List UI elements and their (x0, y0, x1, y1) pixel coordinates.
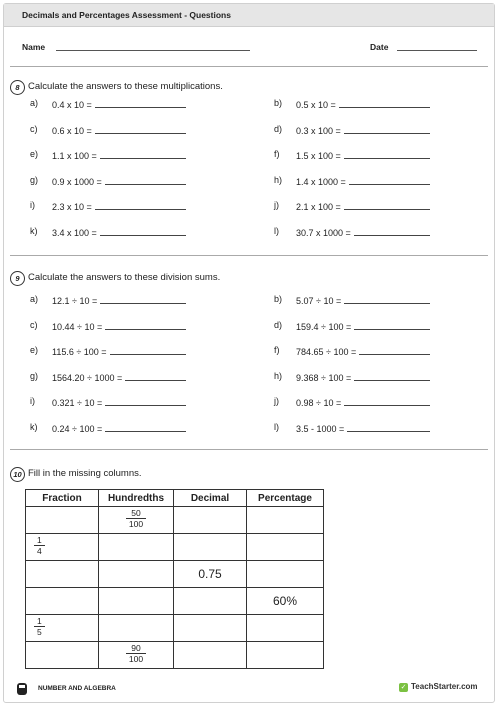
item-label: d) (274, 123, 283, 134)
expression-text: 0.98 ÷ 10 = (296, 398, 342, 408)
item-expression (296, 345, 430, 357)
expression-text: 1.4 x 1000 = (296, 176, 346, 187)
cell-fraction[interactable] (26, 561, 99, 588)
item-label: d) (274, 319, 283, 330)
column-header: Decimal (174, 490, 247, 507)
question-number: 10 (10, 467, 25, 482)
cell-percentage[interactable] (247, 642, 324, 669)
answer-blank[interactable] (339, 98, 430, 108)
fraction-denominator: 4 (34, 545, 45, 556)
brand-name: TeachStarter.com (411, 682, 478, 691)
item-expression (296, 371, 430, 383)
item-expression (296, 98, 430, 110)
calculator-icon (17, 683, 27, 695)
fraction-denominator: 5 (34, 626, 45, 637)
expression-text: 1564.20 ÷ 1000 = (52, 372, 123, 383)
cell-value: 60% (272, 594, 298, 608)
answer-blank[interactable] (105, 320, 186, 330)
question-text: Calculate the answers to these multiplications. (28, 81, 223, 92)
cell-hundredths (99, 642, 174, 669)
checkmark-icon: ✓ (400, 684, 407, 691)
table-row (26, 615, 324, 642)
cell-percentage (247, 588, 324, 615)
answer-blank[interactable] (344, 149, 430, 159)
expression-text: 30.7 x 1000 = (296, 227, 351, 238)
expression-text: 2.1 x 100 = (296, 202, 341, 212)
cell-percentage[interactable] (247, 534, 324, 561)
item-label: b) (274, 98, 283, 108)
table-row (26, 588, 324, 615)
item-label: i) (30, 396, 35, 406)
item-expression (52, 124, 186, 136)
item-label: f) (274, 149, 280, 159)
answer-blank[interactable] (95, 200, 186, 210)
date-label: Date (370, 42, 389, 52)
answer-blank[interactable] (354, 371, 430, 381)
answer-blank[interactable] (344, 124, 430, 134)
section-divider (10, 255, 488, 256)
item-expression (52, 320, 186, 332)
cell-fraction (26, 534, 99, 561)
question-text: Fill in the missing columns. (28, 468, 142, 479)
item-expression (52, 396, 186, 408)
answer-blank[interactable] (100, 149, 186, 159)
table-row (26, 561, 324, 588)
answer-blank[interactable] (105, 422, 186, 432)
cell-fraction[interactable] (26, 507, 99, 534)
cell-hundredths[interactable] (99, 588, 174, 615)
expression-text: 784.65 ÷ 100 = (296, 347, 357, 357)
item-label: h) (274, 370, 283, 381)
item-label: a) (30, 294, 39, 304)
expression-text: 1.1 x 100 = (52, 151, 97, 161)
cell-hundredths[interactable] (99, 615, 174, 642)
brand-logo (399, 682, 479, 694)
item-expression (296, 226, 430, 238)
expression-text: 9.368 ÷ 100 = (296, 372, 352, 383)
answer-blank[interactable] (95, 98, 186, 108)
column-header: Hundredths (99, 490, 174, 507)
expression-text: 0.24 ÷ 100 = (52, 423, 103, 434)
expression-text: 0.3 x 100 = (296, 125, 341, 136)
expression-text: 0.5 x 10 = (296, 100, 336, 110)
expression-text: 159.4 ÷ 100 = (296, 321, 352, 332)
answer-blank[interactable] (354, 320, 430, 330)
column-header: Percentage (247, 490, 324, 507)
cell-value: 0.75 (198, 567, 222, 581)
item-expression (52, 294, 186, 306)
cell-hundredths[interactable] (99, 561, 174, 588)
item-label: j) (274, 200, 279, 210)
item-expression (296, 175, 430, 187)
item-expression (296, 294, 430, 306)
table-row (26, 507, 324, 534)
item-expression (52, 226, 186, 238)
expression-text: 1.5 x 100 = (296, 151, 341, 161)
item-expression (296, 320, 430, 332)
expression-text: 0.4 x 10 = (52, 100, 92, 110)
item-expression (296, 200, 430, 212)
cell-hundredths[interactable] (99, 534, 174, 561)
fraction-numerator: 50 (131, 508, 141, 518)
fraction (126, 643, 146, 664)
cell-fraction (26, 615, 99, 642)
fraction (126, 508, 146, 529)
expression-text: 10.44 ÷ 10 = (52, 321, 103, 332)
date-field[interactable] (397, 50, 477, 51)
item-label: a) (30, 98, 39, 108)
item-label: i) (30, 200, 35, 210)
answer-blank[interactable] (105, 175, 186, 185)
answer-blank[interactable] (105, 396, 186, 406)
item-label: h) (274, 174, 283, 185)
fraction-numerator: 1 (37, 616, 42, 626)
header-bar (4, 4, 494, 27)
item-expression (52, 149, 186, 161)
item-label: l) (274, 421, 279, 432)
item-expression (52, 98, 186, 110)
cell-decimal[interactable] (174, 534, 247, 561)
item-expression (52, 422, 186, 434)
answer-blank[interactable] (344, 200, 430, 210)
cell-hundredths (99, 507, 174, 534)
expression-text: 0.6 x 10 = (52, 125, 92, 136)
page-title: Decimals and Percentages Assessment - Questions (22, 10, 231, 20)
cell-percentage[interactable] (247, 561, 324, 588)
cell-decimal[interactable] (174, 588, 247, 615)
item-label: g) (30, 174, 39, 185)
answer-blank[interactable] (354, 226, 430, 236)
item-label: k) (30, 225, 38, 236)
item-expression (296, 396, 430, 408)
answer-blank[interactable] (347, 422, 430, 432)
answer-blank[interactable] (344, 396, 430, 406)
expression-text: 3.5 - 1000 = (296, 423, 345, 434)
item-label: l) (274, 225, 279, 236)
item-expression (296, 124, 430, 136)
expression-text: 115.6 ÷ 100 = (52, 347, 107, 357)
name-label: Name (22, 42, 46, 52)
answer-blank[interactable] (100, 226, 186, 236)
item-label: g) (30, 370, 39, 381)
question-number: 9 (10, 271, 25, 286)
table-header-row (26, 490, 324, 507)
expression-text: 12.1 ÷ 10 = (52, 296, 98, 306)
fraction (34, 535, 45, 556)
item-label: e) (30, 149, 39, 159)
section-divider (10, 449, 488, 450)
item-label: k) (30, 421, 38, 432)
answer-blank[interactable] (349, 175, 430, 185)
cell-percentage[interactable] (247, 615, 324, 642)
item-expression (52, 345, 186, 357)
expression-text: 0.321 ÷ 10 = (52, 398, 103, 408)
name-field[interactable] (56, 50, 250, 51)
table-row (26, 534, 324, 561)
cell-decimal[interactable] (174, 507, 247, 534)
item-label: f) (274, 345, 280, 355)
item-label: e) (30, 345, 39, 355)
cell-fraction[interactable] (26, 642, 99, 669)
question-number: 8 (10, 80, 25, 95)
item-label: j) (274, 396, 279, 406)
cell-percentage[interactable] (247, 507, 324, 534)
expression-text: 5.07 ÷ 10 = (296, 296, 342, 306)
answer-blank[interactable] (125, 371, 186, 381)
fraction-denominator: 100 (126, 653, 146, 664)
conversion-table (25, 489, 324, 669)
cell-decimal[interactable] (174, 615, 247, 642)
section-divider (10, 66, 488, 67)
column-header: Fraction (26, 490, 99, 507)
item-label: c) (30, 319, 38, 330)
item-label: c) (30, 123, 38, 134)
fraction (34, 616, 45, 637)
item-expression (296, 422, 430, 434)
fraction-numerator: 1 (37, 535, 42, 545)
fraction-numerator: 90 (131, 643, 141, 653)
expression-text: 0.9 x 1000 = (52, 176, 102, 187)
item-expression (52, 371, 186, 383)
expression-text: 2.3 x 10 = (52, 202, 92, 212)
cell-decimal[interactable] (174, 642, 247, 669)
cell-fraction[interactable] (26, 588, 99, 615)
question-text: Calculate the answers to these division sums. (28, 272, 221, 283)
answer-blank[interactable] (100, 294, 186, 304)
cell-decimal (174, 561, 247, 588)
fraction-denominator: 100 (126, 518, 146, 529)
answer-blank[interactable] (95, 124, 186, 134)
footer-category: NUMBER AND ALGEBRA (38, 685, 116, 692)
item-expression (296, 149, 430, 161)
expression-text: 3.4 x 100 = (52, 227, 97, 238)
item-expression (52, 175, 186, 187)
answer-blank[interactable] (344, 294, 430, 304)
item-label: b) (274, 294, 283, 304)
answer-blank[interactable] (359, 345, 430, 355)
item-expression (52, 200, 186, 212)
answer-blank[interactable] (110, 345, 186, 355)
table-row (26, 642, 324, 669)
